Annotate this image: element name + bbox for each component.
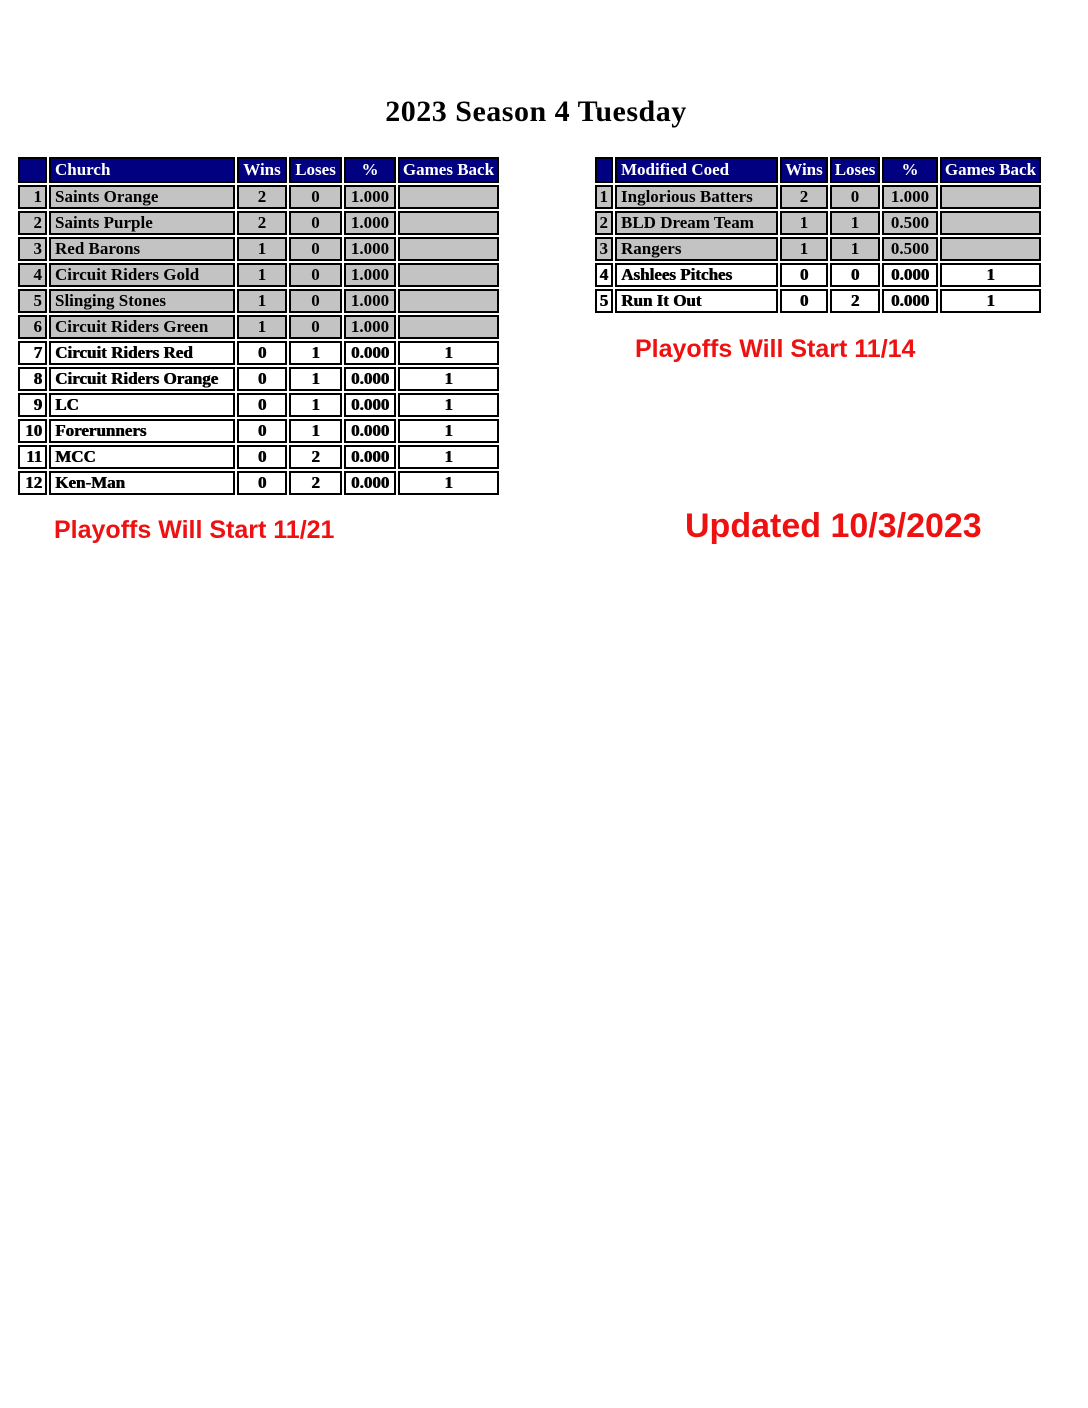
wins-cell: 1 xyxy=(237,315,287,339)
loses-cell: 0 xyxy=(289,289,342,313)
loses-cell: 0 xyxy=(289,237,342,261)
team-cell: MCC xyxy=(49,445,235,469)
modified-coed-standings-table xyxy=(593,155,1043,315)
gb-cell: 1 xyxy=(940,289,1041,313)
team-cell: Ken-Man xyxy=(49,471,235,495)
loses-cell: 1 xyxy=(289,393,342,417)
wins-cell: 2 xyxy=(237,211,287,235)
table-row xyxy=(595,211,1041,235)
table-row xyxy=(18,419,499,443)
rank-cell: 8 xyxy=(18,367,47,391)
wins-cell: 0 xyxy=(237,419,287,443)
team-cell: Red Barons xyxy=(49,237,235,261)
rank-cell: 2 xyxy=(595,211,613,235)
header-row xyxy=(18,157,499,183)
wins-column-header: Wins xyxy=(780,157,828,183)
percent-column-header: % xyxy=(882,157,938,183)
gb-cell xyxy=(940,211,1041,235)
wins-cell: 1 xyxy=(780,211,828,235)
table-row xyxy=(18,263,499,287)
games-back-column-header: Games Back xyxy=(398,157,499,183)
pct-cell: 1.000 xyxy=(344,185,396,209)
rank-cell: 3 xyxy=(18,237,47,261)
table-row xyxy=(18,315,499,339)
wins-cell: 1 xyxy=(237,289,287,313)
team-cell: Circuit Riders Gold xyxy=(49,263,235,287)
church-table-header xyxy=(18,157,499,183)
gb-cell: 1 xyxy=(398,341,499,365)
team-cell: Slinging Stones xyxy=(49,289,235,313)
gb-cell: 1 xyxy=(398,471,499,495)
team-cell: Circuit Riders Red xyxy=(49,341,235,365)
team-cell: BLD Dream Team xyxy=(615,211,778,235)
wins-cell: 0 xyxy=(780,289,828,313)
rank-cell: 10 xyxy=(18,419,47,443)
coed-table-header xyxy=(595,157,1041,183)
pct-cell: 0.000 xyxy=(344,445,396,469)
table-row xyxy=(18,445,499,469)
pct-cell: 0.000 xyxy=(882,289,938,313)
rank-cell: 3 xyxy=(595,237,613,261)
pct-cell: 1.000 xyxy=(344,237,396,261)
church-table-body xyxy=(18,185,499,495)
team-cell: Saints Orange xyxy=(49,185,235,209)
team-cell: Run It Out xyxy=(615,289,778,313)
gb-cell xyxy=(398,211,499,235)
church-playoffs-note: Playoffs Will Start 11/21 xyxy=(54,516,335,544)
wins-cell: 2 xyxy=(237,185,287,209)
rank-cell: 12 xyxy=(18,471,47,495)
pct-cell: 1.000 xyxy=(344,289,396,313)
wins-cell: 1 xyxy=(237,237,287,261)
pct-cell: 1.000 xyxy=(344,263,396,287)
rank-cell: 1 xyxy=(18,185,47,209)
games-back-column-header: Games Back xyxy=(940,157,1041,183)
pct-cell: 1.000 xyxy=(344,211,396,235)
wins-column-header: Wins xyxy=(237,157,287,183)
team-cell: Ashlees Pitches xyxy=(615,263,778,287)
gb-cell: 1 xyxy=(940,263,1041,287)
wins-cell: 1 xyxy=(237,263,287,287)
rank-cell: 6 xyxy=(18,315,47,339)
church-league-header: Church xyxy=(49,157,235,183)
gb-cell xyxy=(398,237,499,261)
rank-cell: 5 xyxy=(595,289,613,313)
pct-cell: 1.000 xyxy=(882,185,938,209)
gb-cell: 1 xyxy=(398,367,499,391)
loses-column-header: Loses xyxy=(830,157,880,183)
loses-cell: 2 xyxy=(289,471,342,495)
table-row xyxy=(595,237,1041,261)
page-title: 2023 Season 4 Tuesday xyxy=(385,95,687,128)
gb-cell: 1 xyxy=(398,393,499,417)
gb-cell xyxy=(940,185,1041,209)
coed-playoffs-note: Playoffs Will Start 11/14 xyxy=(635,335,916,363)
table-row xyxy=(18,367,499,391)
team-cell: Circuit Riders Orange xyxy=(49,367,235,391)
gb-cell xyxy=(398,289,499,313)
team-cell: Inglorious Batters xyxy=(615,185,778,209)
gb-cell: 1 xyxy=(398,419,499,443)
gb-cell: 1 xyxy=(398,445,499,469)
table-row xyxy=(18,289,499,313)
loses-cell: 1 xyxy=(830,211,880,235)
team-cell: Saints Purple xyxy=(49,211,235,235)
pct-cell: 0.500 xyxy=(882,211,938,235)
rank-cell: 7 xyxy=(18,341,47,365)
church-standings-table xyxy=(16,155,501,497)
gb-cell xyxy=(398,315,499,339)
table-row xyxy=(18,185,499,209)
pct-cell: 0.000 xyxy=(344,341,396,365)
wins-cell: 2 xyxy=(780,185,828,209)
table-row xyxy=(18,393,499,417)
rank-cell: 9 xyxy=(18,393,47,417)
wins-cell: 0 xyxy=(237,341,287,365)
loses-cell: 0 xyxy=(830,185,880,209)
pct-cell: 0.000 xyxy=(344,471,396,495)
loses-cell: 0 xyxy=(289,315,342,339)
loses-cell: 1 xyxy=(289,419,342,443)
wins-cell: 0 xyxy=(237,393,287,417)
table-row xyxy=(18,471,499,495)
gb-cell xyxy=(398,263,499,287)
loses-cell: 0 xyxy=(289,185,342,209)
loses-cell: 2 xyxy=(830,289,880,313)
wins-cell: 0 xyxy=(237,445,287,469)
coed-league-header: Modified Coed xyxy=(615,157,778,183)
table-row xyxy=(18,341,499,365)
wins-cell: 1 xyxy=(780,237,828,261)
table-row xyxy=(18,237,499,261)
team-cell: Forerunners xyxy=(49,419,235,443)
loses-cell: 1 xyxy=(830,237,880,261)
percent-column-header: % xyxy=(344,157,396,183)
rank-cell: 11 xyxy=(18,445,47,469)
wins-cell: 0 xyxy=(237,367,287,391)
table-row xyxy=(595,263,1041,287)
rank-cell: 5 xyxy=(18,289,47,313)
loses-cell: 0 xyxy=(289,263,342,287)
table-row xyxy=(595,289,1041,313)
team-cell: LC xyxy=(49,393,235,417)
rank-cell: 1 xyxy=(595,185,613,209)
pct-cell: 0.500 xyxy=(882,237,938,261)
pct-cell: 0.000 xyxy=(882,263,938,287)
wins-cell: 0 xyxy=(780,263,828,287)
wins-cell: 0 xyxy=(237,471,287,495)
loses-column-header: Loses xyxy=(289,157,342,183)
rank-cell: 2 xyxy=(18,211,47,235)
loses-cell: 2 xyxy=(289,445,342,469)
team-cell: Circuit Riders Green xyxy=(49,315,235,339)
loses-cell: 0 xyxy=(289,211,342,235)
loses-cell: 1 xyxy=(289,341,342,365)
team-cell: Rangers xyxy=(615,237,778,261)
pct-cell: 1.000 xyxy=(344,315,396,339)
gb-cell xyxy=(398,185,499,209)
pct-cell: 0.000 xyxy=(344,419,396,443)
pct-cell: 0.000 xyxy=(344,367,396,391)
coed-table-body xyxy=(595,185,1041,313)
table-row xyxy=(595,185,1041,209)
loses-cell: 0 xyxy=(830,263,880,287)
header-row xyxy=(595,157,1041,183)
rank-column-header xyxy=(18,157,47,183)
pct-cell: 0.000 xyxy=(344,393,396,417)
rank-cell: 4 xyxy=(18,263,47,287)
gb-cell xyxy=(940,237,1041,261)
loses-cell: 1 xyxy=(289,367,342,391)
table-row xyxy=(18,211,499,235)
updated-date-note: Updated 10/3/2023 xyxy=(685,507,982,545)
rank-column-header xyxy=(595,157,613,183)
rank-cell: 4 xyxy=(595,263,613,287)
